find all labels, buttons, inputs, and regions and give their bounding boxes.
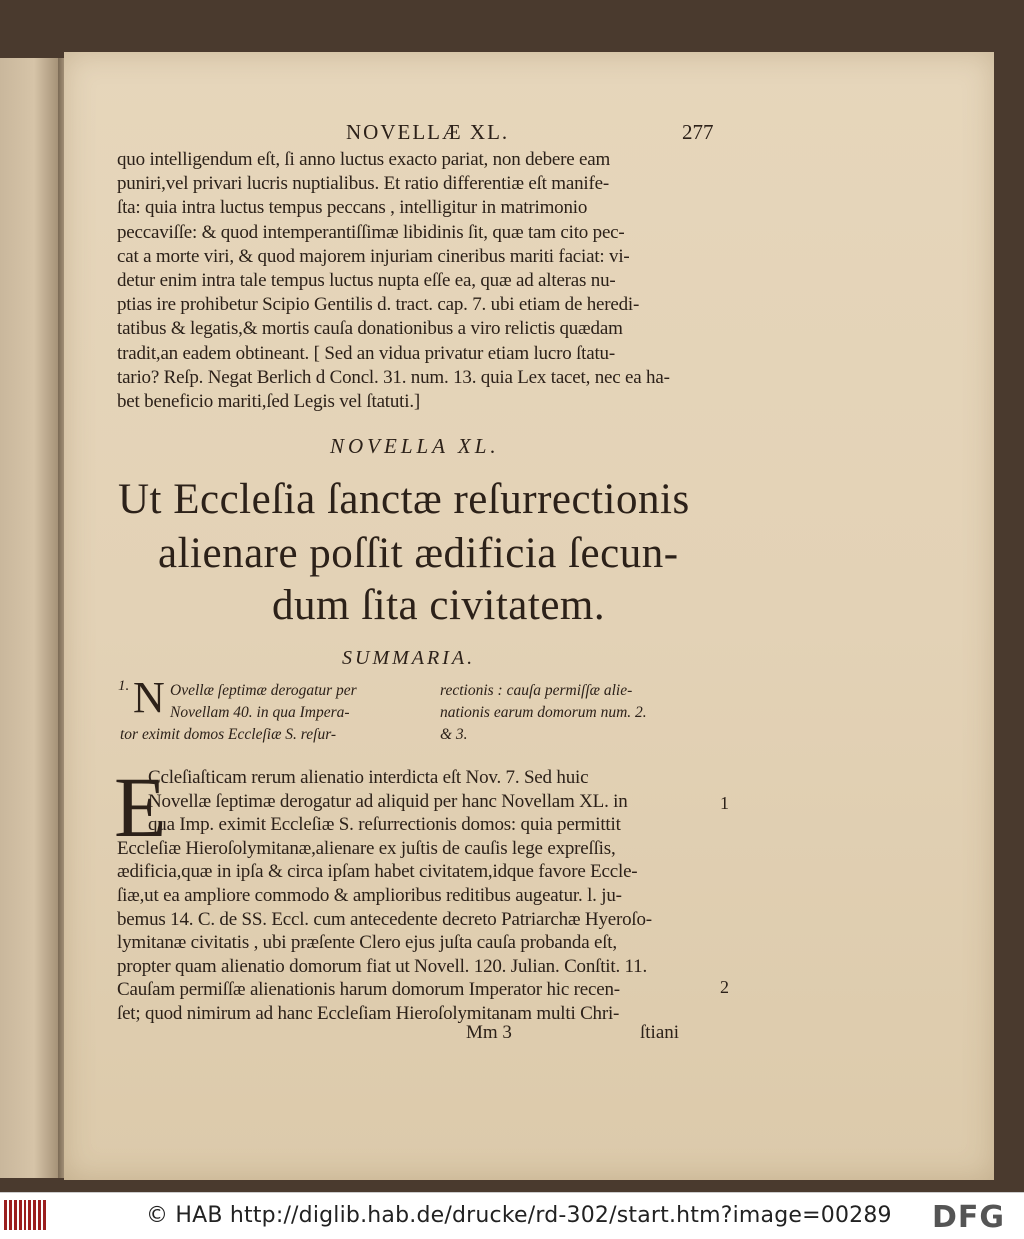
paragraph2-line-11: ſet; quod nimirum ad hanc Eccleſiam Hieroſolymitanam multi Chri- [117, 1003, 620, 1024]
summaria-right-1: rectionis : cauſa permiſſæ alie- [440, 682, 633, 699]
previous-page-edge [0, 58, 62, 1178]
paragraph2-line-8: lymitanæ civitatis , ubi præſente Clero ejus juſta cauſa probanda eſt, [117, 932, 617, 954]
summaria-heading: SUMMARIA. [342, 647, 476, 669]
paragraph1-line-3: ſta: quia intra luctus tempus peccans , intelligitur in matrimonio [117, 197, 588, 219]
paragraph2-line-1: Ccleſiaſticam rerum alienatio interdicta eſt Nov. 7. Sed huic [148, 767, 589, 788]
title-line-3: dum ſita civitatem. [272, 582, 606, 629]
summaria-right-2: nationis earum domorum num. 2. [440, 704, 647, 721]
margin-number-2: 2 [720, 977, 729, 997]
paragraph2-line-3: qua Imp. eximit Eccleſiæ S. reſurrectionis domos: quia permittit [148, 814, 621, 836]
signature-mark: Mm 3 [466, 1022, 512, 1043]
paragraph1-line-11: bet beneficio mariti,ſed Legis vel ſtatuti.] [117, 391, 421, 412]
paragraph2-line-9: propter quam alienatio domorum fiat ut Novell. 120. Julian. Conſtit. 11. [117, 955, 648, 977]
dfg-logo: DFG [932, 1200, 1006, 1235]
copyright-link[interactable]: © HAB http://diglib.hab.de/drucke/rd-302/start.htm?image=00289 [146, 1203, 892, 1228]
body-initial: E [114, 759, 167, 855]
summaria-right-3: & 3. [440, 726, 468, 743]
running-head: NOVELLÆ XL. [346, 120, 510, 144]
title-line-2: alienare poſſit ædificia ſecun- [158, 530, 679, 577]
paragraph1-line-6: detur enim intra tale tempus luctus nupta eſſe ea, quæ ad alteras nu- [117, 270, 616, 291]
paragraph2-line-7: bemus 14. C. de SS. Eccl. cum antecedente decreto Patriarchæ Hyeroſo- [117, 908, 652, 930]
paragraph1-line-9: tradit,an eadem obtineant. [ Sed an vidua privatur etiam lucro ſtatu- [117, 342, 615, 364]
catchword: ſtiani [640, 1022, 680, 1043]
summaria-initial: N [133, 673, 165, 722]
paragraph1-line-8: tatibus & legatis,& mortis cauſa donationibus a viro relictis quædam [117, 318, 623, 340]
summaria-number: 1. [118, 678, 130, 694]
page-number: 277 [682, 120, 714, 144]
summaria-left-3: tor eximit domos Eccleſiæ S. reſur- [120, 726, 337, 743]
summaria-left-1: Ovellæ ſeptimæ derogatur per [170, 682, 357, 699]
hab-logo-icon [4, 1200, 46, 1230]
summaria-left-2: Novellam 40. in qua Impera- [170, 704, 350, 721]
paragraph2-line-2: Novellæ ſeptimæ derogatur ad aliquid per hanc Novellam XL. in [148, 790, 628, 812]
paragraph1-line-7: ptias ire prohibetur Scipio Gentilis d. tract. cap. 7. ubi etiam de heredi- [117, 294, 640, 316]
margin-number-1: 1 [720, 793, 729, 813]
paragraph1-line-4: peccaviſſe: & quod intemperantiſſimæ libidinis ſit, quæ tam cito pec- [117, 221, 625, 243]
paragraph2-line-4: Eccleſiæ Hieroſolymitanæ,alienare ex juſtis de cauſis lege expreſſis, [117, 837, 616, 859]
novella-heading: NOVELLA XL. [330, 434, 500, 458]
paragraph1-line-2: puniri,vel privari lucris nuptialibus. Et ratio differentiæ eſt manife- [117, 173, 609, 195]
paragraph1-line-1: quo intelligendum eſt, ſi anno luctus exacto pariat, non debere eam [117, 149, 611, 170]
paragraph1-line-5: cat a morte viri, & quod majorem injuriam cineribus mariti faciat: vi- [117, 245, 630, 267]
paragraph1-line-10: tario? Reſp. Negat Berlich d Concl. 31. num. 13. quia Lex tacet, nec ea ha- [117, 366, 670, 388]
paragraph2-line-10: Cauſam permiſſæ alienationis harum domorum Imperator hic recen- [117, 979, 620, 1001]
paragraph2-line-6: ſiæ,ut ea ampliore commodo & amplioribus reditibus augeatur. l. ju- [117, 885, 622, 906]
paragraph2-line-5: ædificia,quæ in ipſa & circa ipſam habet civitatem,idque favore Eccle- [117, 861, 638, 883]
title-line-1: Ut Eccleſia ſanctæ reſurrectionis [118, 476, 690, 523]
